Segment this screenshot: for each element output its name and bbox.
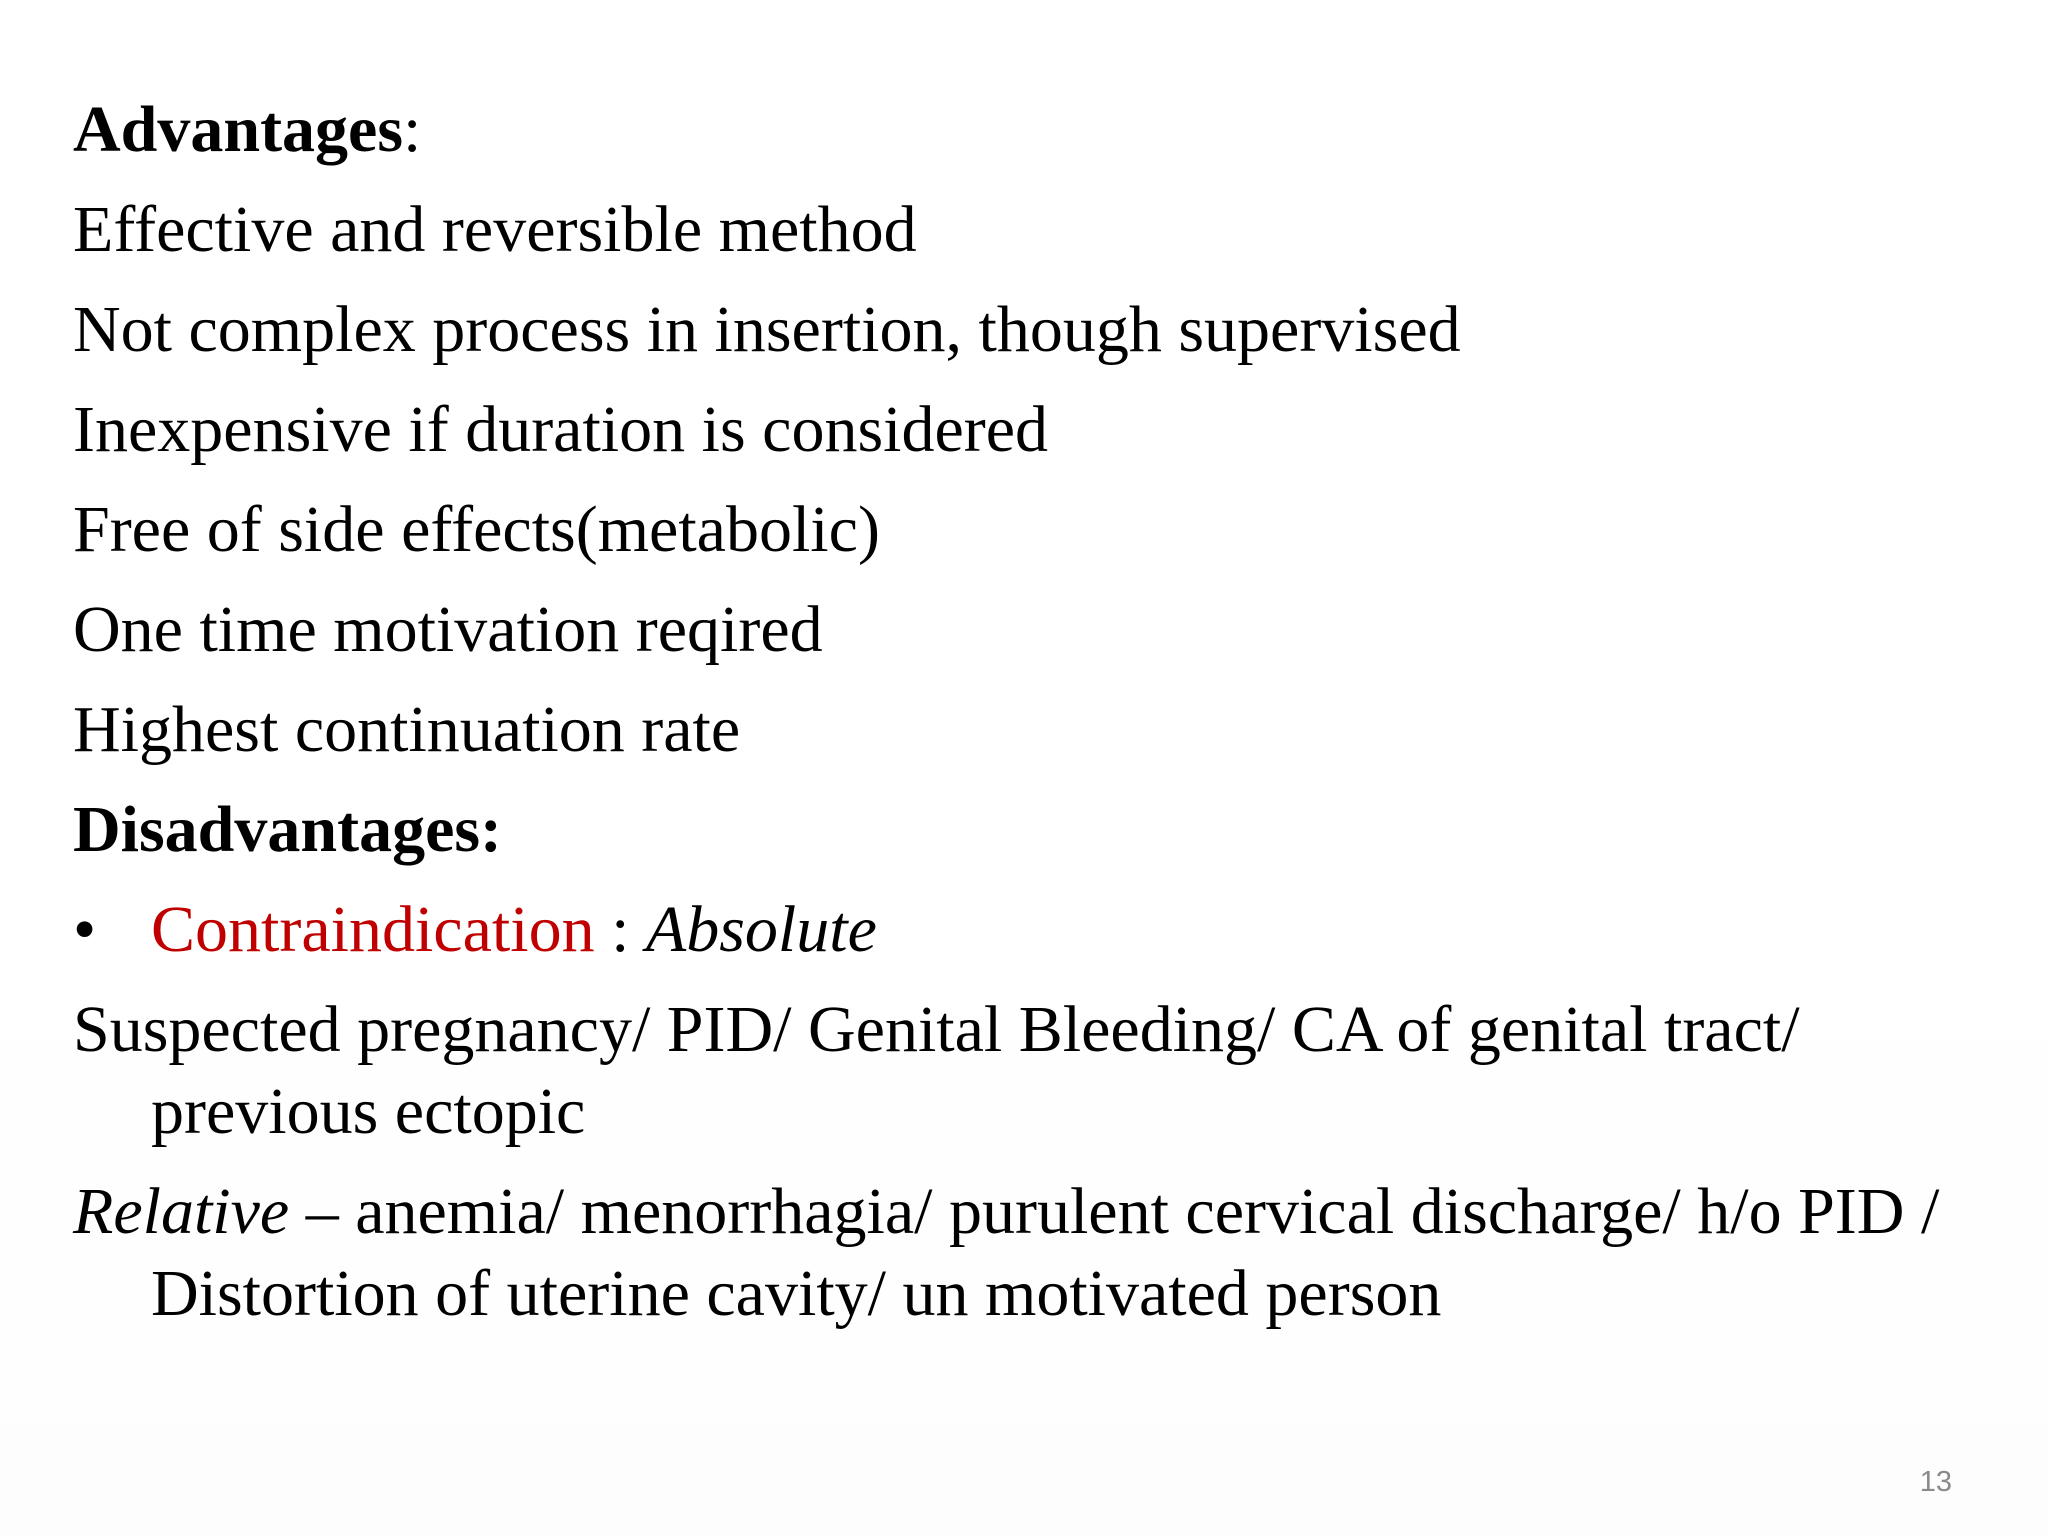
relative-contraindications	[73, 1171, 1973, 1335]
advantage-item: Free of side effects(metabolic)	[73, 493, 880, 566]
slide-content	[73, 80, 1973, 1335]
advantages-heading-line	[73, 80, 1973, 180]
absolute-contraindications-text: Suspected pregnancy/ PID/ Genital Bleeding/ CA of genital tract/ previous ectopic	[73, 993, 1800, 1148]
contraindication-label: Contraindication	[151, 893, 595, 966]
advantage-item: Effective and reversible method	[73, 193, 917, 266]
disadvantages-heading: Disadvantages:	[73, 793, 503, 866]
contraindication-separator: :	[594, 893, 646, 966]
bullet-icon: •	[73, 893, 97, 966]
contraindication-line	[73, 880, 1973, 980]
advantages-heading: Advantages	[73, 93, 404, 166]
advantage-item: Not complex process in insertion, though supervised	[73, 293, 1461, 366]
page-number: 13	[1919, 1466, 1952, 1498]
absolute-label: Absolute	[645, 893, 877, 966]
relative-contraindications-text: – anemia/ menorrhagia/ purulent cervical discharge/ h/o PID / Distortion of uterine cavity/ un motivated person	[151, 1175, 1940, 1330]
advantage-item: Highest continuation rate	[73, 693, 741, 766]
relative-label: Relative	[73, 1175, 290, 1248]
advantage-item: One time motivation reqired	[73, 593, 823, 666]
advantages-colon: :	[403, 93, 422, 166]
advantage-item: Inexpensive if duration is considered	[73, 393, 1049, 466]
